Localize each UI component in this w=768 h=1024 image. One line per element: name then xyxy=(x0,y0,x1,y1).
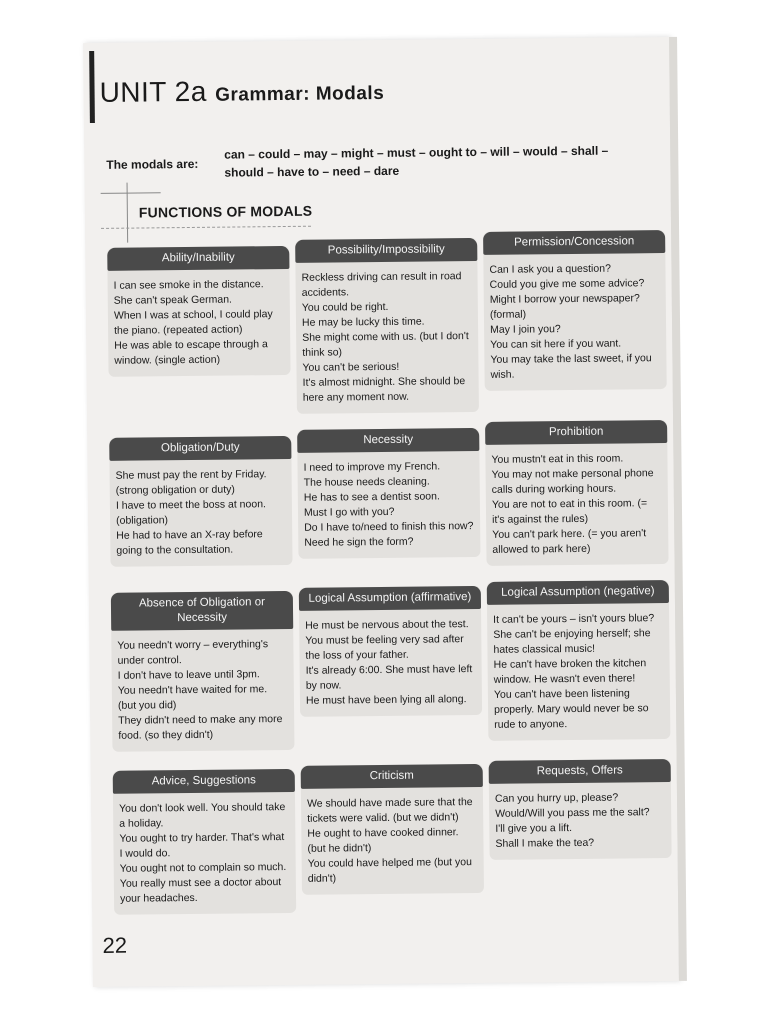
card-title: Obligation/Duty xyxy=(109,436,291,461)
card-title: Logical Assumption (affirmative) xyxy=(299,586,481,611)
card-line: He had to have an X-ray before going to the consultation. xyxy=(116,528,263,557)
card-logical-negative xyxy=(487,580,671,741)
card-line: He can't have broken the kitchen window. He wasn't even there! xyxy=(493,657,647,686)
card-line: He must be nervous about the test. xyxy=(305,618,469,632)
card-line: You must be feeling very sad after the loss of your father. xyxy=(305,633,464,662)
card-title: Possibility/Impossibility xyxy=(295,238,477,263)
textbook-page xyxy=(83,37,679,987)
card-line: You can sit here if you want. xyxy=(490,337,622,351)
card-title: Logical Assumption (negative) xyxy=(487,580,669,605)
card-body xyxy=(297,451,480,559)
card-title: Permission/Concession xyxy=(483,230,665,255)
card-line: I don't have to leave until 3pm. xyxy=(117,668,260,682)
card-body xyxy=(295,261,479,414)
card-line: He must have been lying all along. xyxy=(305,693,467,707)
card-line: Can you hurry up, please? xyxy=(494,791,619,805)
card-permission xyxy=(483,230,667,391)
modals-row xyxy=(106,133,657,191)
modals-list: can – could – may – might – must – ought to – will – would – shall – should – have to – need – dare xyxy=(224,143,609,180)
card-line: She must pay the rent by Friday. (strong obligation or duty) xyxy=(115,468,267,497)
card-line: You may not make personal phone calls during working hours. xyxy=(491,467,654,496)
card-line: I have to meet the boss at noon. (obligation) xyxy=(115,498,266,527)
card-title: Criticism xyxy=(301,764,483,789)
card-line: She can't be enjoying herself; she hates classical music! xyxy=(493,627,651,656)
card-line: You may take the last sweet, if you wish. xyxy=(490,352,652,381)
card-title: Ability/Inability xyxy=(107,246,289,271)
card-line: You really must see a doctor about your headaches. xyxy=(119,876,282,905)
card-logical-affirmative xyxy=(299,586,482,717)
card-prohibition xyxy=(485,420,668,566)
card-requests xyxy=(489,759,672,860)
card-line: You needn't have waited for me. (but you did) xyxy=(117,683,268,712)
card-line: I need to improve my French. xyxy=(303,460,441,474)
card-line: May I join you? xyxy=(490,323,561,336)
card-body xyxy=(109,459,292,567)
card-line: You mustn't eat in this room. xyxy=(491,452,624,466)
functions-heading: FUNCTIONS OF MODALS xyxy=(138,202,313,221)
unit-label: UNIT xyxy=(99,76,167,108)
card-line: The house needs cleaning. xyxy=(303,475,430,489)
card-line: Do I have to/need to finish this now? xyxy=(304,520,474,534)
card-absence-obligation xyxy=(111,591,295,752)
card-ability xyxy=(107,246,290,377)
card-line: They didn't need to make any more food. (so they didn't) xyxy=(118,713,283,742)
card-line: You needn't worry – everything's under control. xyxy=(117,638,269,667)
card-necessity xyxy=(297,428,480,559)
card-line: Must I go with you? xyxy=(303,505,395,519)
card-body xyxy=(111,629,294,752)
card-line: It can't be yours – isn't yours blue? xyxy=(493,612,655,626)
card-line: He has to see a dentist soon. xyxy=(303,490,440,504)
card-line: You don't look well. You should take a holiday. xyxy=(119,801,286,830)
card-line: She might come with us. (but I don't think so) xyxy=(302,330,469,359)
card-line: She can't speak German. xyxy=(113,293,232,307)
unit-title: Grammar: Modals xyxy=(215,82,385,106)
card-body xyxy=(299,609,482,717)
unit-bar xyxy=(89,51,95,123)
card-line: Would/Will you pass me the salt? xyxy=(495,806,650,820)
card-line: Could you give me some advice? xyxy=(489,277,645,291)
card-line: Shall I make the tea? xyxy=(495,836,595,850)
cross-mark-horizontal xyxy=(101,192,161,194)
card-line: You ought not to complain so much. xyxy=(119,861,287,875)
card-line: He was able to escape through a window. (single action) xyxy=(114,338,268,367)
card-line: You can't park here. (= you aren't allowed to park here) xyxy=(492,527,647,556)
card-line: Might I borrow your newspaper? (formal) xyxy=(489,292,640,321)
card-body xyxy=(487,603,670,741)
card-possibility xyxy=(295,238,479,414)
unit-heading xyxy=(99,74,384,109)
card-line: Can I ask you a question? xyxy=(489,262,611,276)
card-advice xyxy=(113,769,296,915)
card-body xyxy=(489,782,672,860)
card-criticism xyxy=(301,764,484,895)
card-body xyxy=(483,253,666,391)
card-obligation xyxy=(109,436,292,567)
card-line: You are not to eat in this room. (= it's against the rules) xyxy=(491,497,648,526)
card-line: We should have made sure that the tickets were valid. (but we didn't) xyxy=(306,796,473,825)
card-line: I'll give you a lift. xyxy=(495,822,573,835)
card-line: I can see smoke in the distance. xyxy=(113,278,264,292)
card-line: You could be right. xyxy=(301,300,389,314)
card-line: It's almost midnight. She should be here any moment now. xyxy=(302,375,466,404)
page-edge xyxy=(669,37,687,981)
card-title: Prohibition xyxy=(485,420,667,445)
modals-label: The modals are: xyxy=(106,156,199,172)
functions-grid xyxy=(107,235,667,905)
heading-divider xyxy=(101,226,311,229)
card-title: Absence of Obligation or Necessity xyxy=(111,591,293,631)
card-line: When I was at school, I could play the piano. (repeated action) xyxy=(113,308,273,337)
unit-number: 2a xyxy=(174,75,208,108)
page-number: 22 xyxy=(102,932,128,958)
card-body xyxy=(113,792,296,915)
card-line: It's already 6:00. She must have left by now. xyxy=(305,663,473,692)
card-line: Reckless driving can result in road accidents. xyxy=(301,270,462,299)
card-title: Necessity xyxy=(297,428,479,453)
card-body xyxy=(301,787,484,895)
card-title: Advice, Suggestions xyxy=(113,769,295,794)
card-line: You could have helped me (but you didn't) xyxy=(307,856,472,885)
card-title: Requests, Offers xyxy=(489,759,671,784)
card-line: He ought to have cooked dinner. (but he didn't) xyxy=(307,826,459,855)
card-line: You ought to try harder. That's what I would do. xyxy=(119,831,285,860)
card-line: You can't have been listening properly. Mary would never be so rude to anyone. xyxy=(493,687,649,731)
card-body xyxy=(485,443,668,566)
card-line: You can't be serious! xyxy=(302,360,400,374)
card-line: Need he sign the form? xyxy=(304,535,414,549)
card-body xyxy=(107,269,290,377)
card-line: He may be lucky this time. xyxy=(301,315,425,329)
